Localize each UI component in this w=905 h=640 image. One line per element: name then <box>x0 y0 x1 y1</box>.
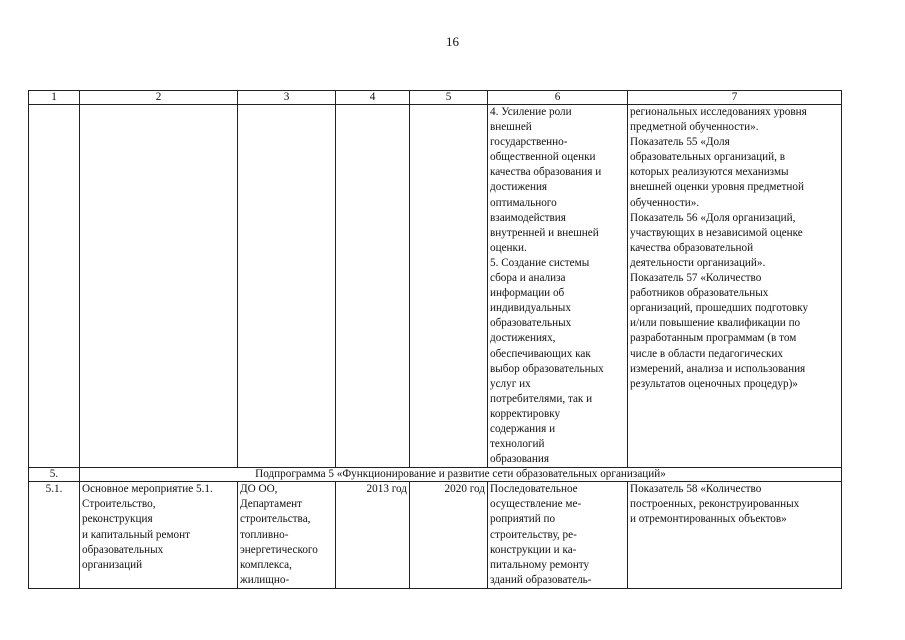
activity-name-cell <box>80 482 238 589</box>
text-line: корректировку <box>490 407 561 420</box>
text-line: энергетического <box>240 543 318 556</box>
header-cell-2: 2 <box>80 91 238 105</box>
text-line: достижения <box>490 181 548 194</box>
text-line: содержания и <box>490 422 556 435</box>
text-line: результатов оценочных процедур)» <box>630 377 798 390</box>
indicator-cell <box>628 482 842 589</box>
text-line: и отремонтированных объектов» <box>630 513 787 526</box>
text-line: 4. Усиление роли <box>490 106 572 118</box>
text-line: качества образования и <box>490 166 602 179</box>
text-line: образовательных организаций, в <box>630 151 785 164</box>
text-line: ДО ОО, <box>240 483 278 496</box>
table-row-continuation <box>29 105 842 468</box>
text-line: индивидуальных <box>490 302 571 315</box>
text-line: образовательных <box>82 543 164 556</box>
header-cell-3: 3 <box>238 91 336 105</box>
text-line: Последовательное <box>490 483 578 496</box>
text-line: Показатель 58 «Количество <box>630 483 762 496</box>
text-line: общественной оценки <box>490 151 596 164</box>
text-line: Департамент <box>240 498 303 511</box>
text-line: организаций <box>82 558 143 571</box>
text-line: качества образовательной <box>630 241 754 254</box>
text-line: разработанным программам (в том <box>630 332 797 345</box>
subprogram-number: 5. <box>29 468 80 482</box>
text-line: которых реализуются механизмы <box>630 166 789 179</box>
text-line: региональных исследованиях уровня <box>630 106 807 118</box>
text-line: строительству, ре- <box>490 528 577 541</box>
text-line: услуг их <box>490 377 531 390</box>
text-line: Показатель 55 «Доля <box>630 136 730 149</box>
text-line: внешней <box>490 121 532 134</box>
continuation-col7-cell <box>628 105 842 468</box>
text-line: обеспечивающих как <box>490 347 591 360</box>
end-year-cell: 2020 год <box>410 482 488 589</box>
cell-empty <box>238 105 336 468</box>
continuation-col6-cell <box>488 105 628 468</box>
text-line: потребителями, так и <box>490 392 593 405</box>
text-line: оценки. <box>490 241 527 254</box>
header-cell-5: 5 <box>410 91 488 105</box>
subprogram-row <box>29 468 842 482</box>
text-line: строительства, <box>240 513 311 526</box>
text-line: внешней оценки уровня предметной <box>630 181 804 194</box>
text-line: Показатель 56 «Доля организаций, <box>630 211 796 224</box>
row-number: 5.1. <box>29 482 80 589</box>
text-line: организаций, прошедших подготовку <box>630 302 809 315</box>
cell-empty <box>29 105 80 468</box>
text-line: осуществление ме- <box>490 498 582 511</box>
text-line: технологий <box>490 438 545 451</box>
subprogram-title: Подпрограмма 5 «Функционирование и развитие сети образовательных организаций» <box>80 468 842 482</box>
page-number: 16 <box>446 34 459 49</box>
text-line: Основное мероприятие 5.1. <box>82 483 213 496</box>
executor-cell <box>238 482 336 589</box>
text-line: достижениях, <box>490 332 556 345</box>
header-row <box>29 91 842 105</box>
cell-empty <box>80 105 238 468</box>
text-line: выбор образовательных <box>490 362 604 375</box>
text-line: топливно- <box>240 528 289 541</box>
table-row-5-1 <box>29 482 842 589</box>
text-line: жилищно- <box>240 573 290 586</box>
header-cell-1: 1 <box>29 91 80 105</box>
text-line: обученности». <box>630 196 700 209</box>
text-line: информации об <box>490 287 565 300</box>
result-cell <box>488 482 628 589</box>
start-year-cell: 2013 год <box>336 482 410 589</box>
text-line: зданий образователь- <box>490 573 592 586</box>
text-line: реконструкция <box>82 513 153 526</box>
text-line: конструкции и ка- <box>490 543 577 556</box>
text-line: взаимодействия <box>490 211 566 224</box>
text-line: числе в области педагогических <box>630 347 783 360</box>
text-line: Строительство, <box>82 498 156 511</box>
text-line: и/или повышение квалификации по <box>630 317 801 330</box>
text-line: образования <box>490 453 550 466</box>
text-line: построенных, реконструированных <box>630 498 800 511</box>
text-line: комплекса, <box>240 558 292 571</box>
text-line: участвующих в независимой оценке <box>630 226 803 239</box>
header-cell-7: 7 <box>628 91 842 105</box>
text-line: роприятий по <box>490 513 556 526</box>
text-line: 5. Создание системы <box>490 256 590 269</box>
text-line: Показатель 57 «Количество <box>630 272 762 285</box>
text-line: оптимального <box>490 196 557 209</box>
text-line: предметной обученности». <box>630 121 759 134</box>
cell-empty <box>336 105 410 468</box>
text-line: питальному ремонту <box>490 558 590 571</box>
text-line: сбора и анализа <box>490 272 566 285</box>
text-line: работников образовательных <box>630 287 769 300</box>
text-line: и капитальный ремонт <box>82 528 191 541</box>
header-cell-4: 4 <box>336 91 410 105</box>
text-line: измерений, анализа и использования <box>630 362 806 375</box>
program-table <box>28 90 842 589</box>
cell-empty <box>410 105 488 468</box>
text-line: деятельности организаций». <box>630 256 766 269</box>
text-line: внутренней и внешней <box>490 226 599 239</box>
text-line: государственно- <box>490 136 568 149</box>
text-line: образовательных <box>490 317 572 330</box>
header-cell-6: 6 <box>488 91 628 105</box>
